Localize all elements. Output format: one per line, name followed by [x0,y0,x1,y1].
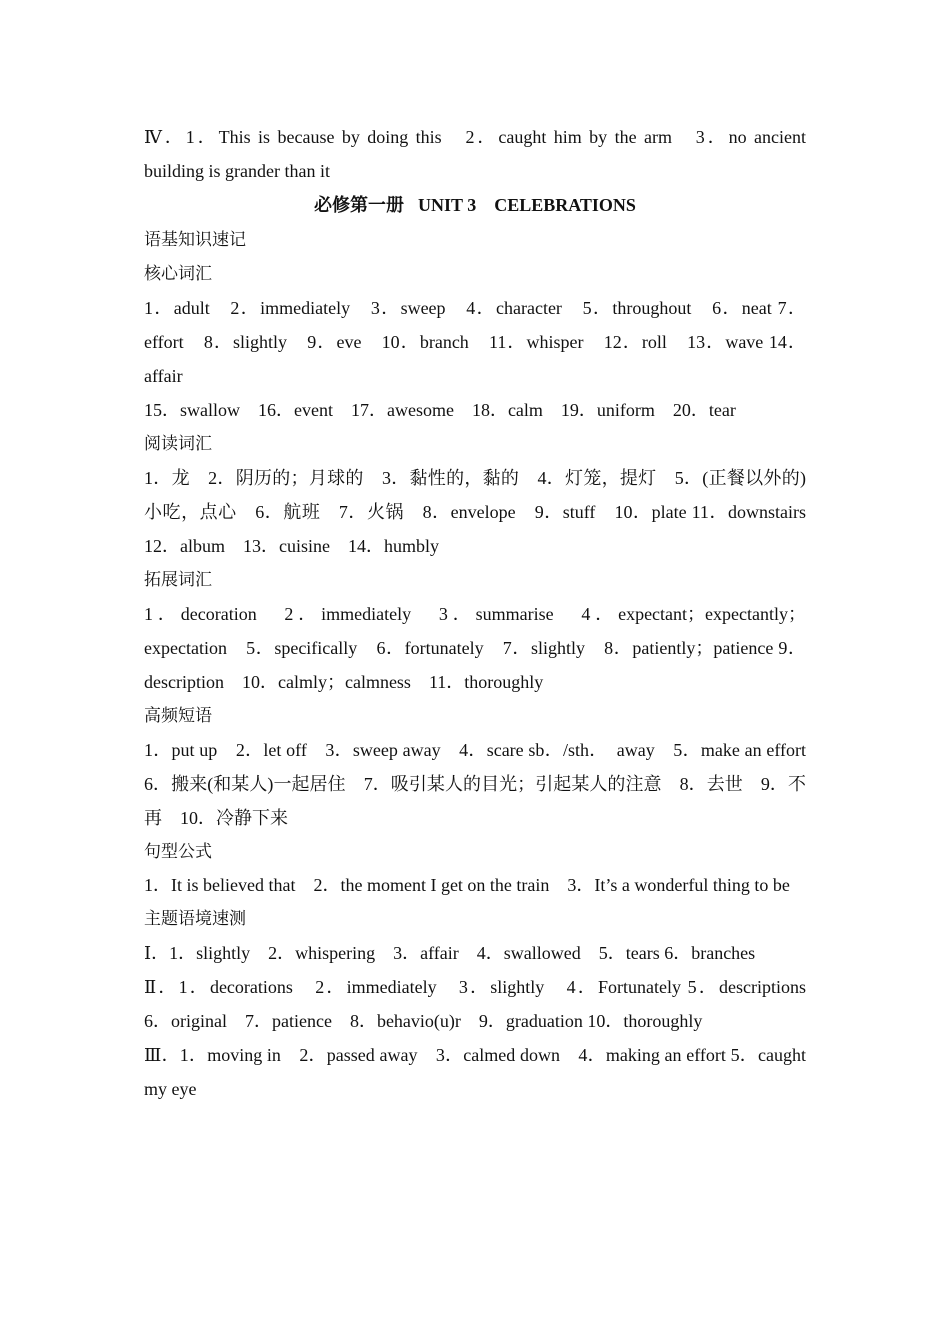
unit-title-book: 必修第一册 [314,195,405,216]
heading-extended-vocab: 拓展词汇 [144,570,212,590]
phrases-list: 1．put up 2．let off 3．sweep away 4．scare sb．/sth． away 5．make an effort 6．搬来(和某人)一起居住 7．吸引某人的目光；引起某人的注意 8．去世 9．不再 10．冷静下来 [144,740,824,828]
theme-test-part-3: Ⅲ．1．moving in 2．passed away 3．calmed down 4．making an effort 5．caught my eye [144,1045,806,1099]
core-vocab-list-1: 1．adult 2．immediately 3．sweep 4．character 5．throughout 6．neat 7．effort 8．slightly 9．eve 10．branch 11．whisper 12．roll 13．wave 14．affair [144,298,806,386]
heading-theme-test: 主题语境速测 [144,909,246,929]
sentence-patterns-list: 1．It is believed that 2．the moment I get on the train 3．It’s a wonderful thing to be [144,875,790,895]
reading-vocab-list: 1．龙 2．阴历的；月球的 3．黏性的，黏的 4．灯笼，提灯 5．(正餐以外的)小吃，点心 6．航班 7．火锅 8．envelope 9．stuff 10．plate 11．downstairs 12．album 13．cuisine 14．humbly [144,468,824,556]
core-vocab-list-2: 15．swallow 16．event 17．awesome 18．calm 19．uniform 20．tear [144,400,736,420]
heading-basics: 语基知识速记 [144,230,246,250]
heading-reading-vocab: 阅读词汇 [144,434,212,454]
unit-title [144,188,806,223]
unit-title-unit: UNIT 3 CELEBRATIONS [418,195,636,215]
theme-test-part-1: Ⅰ．1．slightly 2．whispering 3．affair 4．swallowed 5．tears 6．branches [144,943,756,963]
document-page [144,120,825,1106]
extended-vocab-list: 1．decoration 2．immediately 3．summarise 4．expectant；expectantly；expectation 5．specifically 6．fortunately 7．slightly 8．patiently；patience 9．description 10．calmly；calmness 11．thoroughly [144,604,806,692]
heading-phrases: 高频短语 [144,706,212,726]
theme-test-part-2: Ⅱ．1．decorations 2．immediately 3．slightly 4．Fortunately 5．descriptions 6．original 7．patience 8．behavio(u)r 9．graduation 10．thoroughly [144,977,825,1031]
heading-sentence-patterns: 句型公式 [144,842,212,862]
heading-core-vocab: 核心词汇 [144,264,212,284]
section-iv-answers: Ⅳ．1．This is because by doing this 2．caught him by the arm 3．no ancient building is grander than it [144,127,806,181]
